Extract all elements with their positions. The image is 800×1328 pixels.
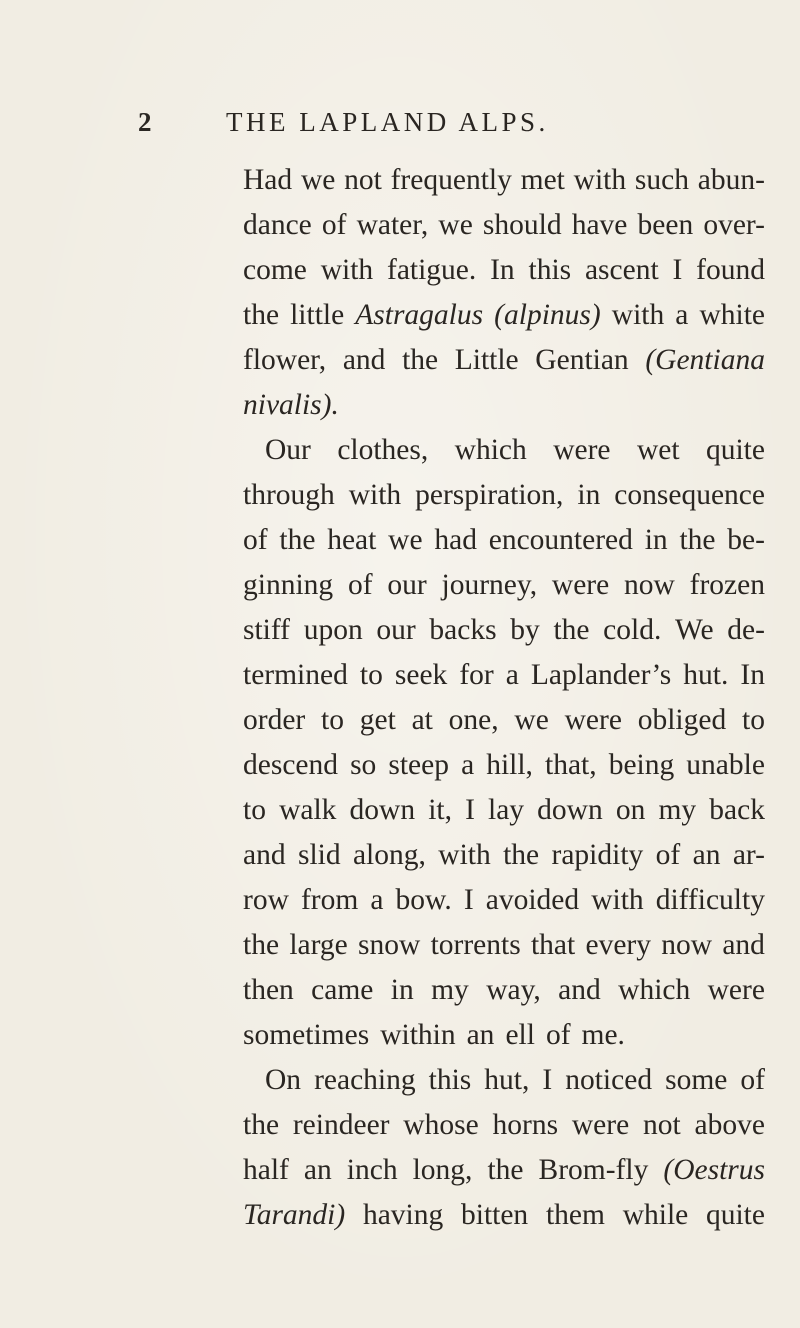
word: our	[387, 569, 427, 601]
word: down	[349, 794, 416, 826]
word: de-	[727, 614, 765, 646]
word: the	[243, 929, 280, 961]
word: steep	[388, 749, 449, 781]
word: the	[553, 614, 590, 646]
word: that,	[545, 749, 597, 781]
word: in	[390, 974, 414, 1006]
word: In	[490, 254, 515, 286]
word: being	[608, 749, 675, 781]
word: difficulty	[655, 884, 765, 916]
word: an	[466, 1019, 495, 1051]
word: some	[665, 1064, 728, 1096]
word: been	[637, 209, 694, 241]
text-line	[243, 1103, 765, 1148]
word: to	[359, 659, 383, 691]
running-head	[0, 102, 800, 142]
word: ascent	[584, 254, 659, 286]
word: in	[577, 479, 601, 511]
word: row	[243, 884, 289, 916]
word: sometimes	[243, 1019, 370, 1051]
word: Little	[454, 344, 519, 376]
word: and	[722, 929, 765, 961]
word: then	[243, 974, 294, 1006]
word: were	[564, 704, 622, 736]
word: large	[289, 929, 348, 961]
word: snow	[358, 929, 421, 961]
word: were	[571, 1109, 630, 1141]
text-line	[243, 833, 765, 878]
word: over-	[703, 209, 765, 241]
word: frozen	[689, 569, 765, 601]
italic-word: (Oestrus	[663, 1154, 765, 1186]
word: clothes,	[337, 434, 429, 466]
word: inch	[346, 1154, 398, 1186]
word: a	[461, 749, 475, 781]
italic-word: Tarandi)	[243, 1199, 346, 1231]
word: and	[342, 344, 386, 376]
word: horns	[492, 1109, 559, 1141]
word: by	[510, 614, 540, 646]
word: walk	[279, 794, 337, 826]
word: of	[655, 839, 681, 871]
word: On	[265, 1064, 302, 1096]
word: torrents	[430, 929, 521, 961]
text-line	[243, 698, 765, 743]
word: consequence	[614, 479, 765, 511]
text-line	[243, 1058, 765, 1103]
word: be-	[727, 524, 765, 556]
word: stiff	[243, 614, 290, 646]
word: whose	[403, 1109, 479, 1141]
word: an	[303, 1154, 332, 1186]
word: to	[742, 704, 765, 736]
word: Laplander’s	[530, 659, 672, 691]
text-line	[243, 518, 765, 563]
word: of	[243, 524, 268, 556]
word: from	[300, 884, 359, 916]
text-line	[243, 878, 765, 923]
word: encountered	[488, 524, 633, 556]
word: the	[487, 1154, 524, 1186]
word: lay	[488, 794, 525, 826]
word: which	[618, 974, 691, 1006]
word: through	[243, 479, 335, 511]
word: had	[434, 524, 477, 556]
word: bitten	[461, 1199, 529, 1231]
word: water,	[356, 209, 429, 241]
word: met	[520, 164, 565, 196]
word: slid	[297, 839, 341, 871]
word: down	[537, 794, 603, 826]
word: get	[359, 704, 396, 736]
word: quite	[705, 434, 765, 466]
word: for	[459, 659, 494, 691]
text-line	[243, 1193, 765, 1238]
text-line	[243, 248, 765, 293]
word: now	[661, 929, 713, 961]
word: and	[243, 839, 286, 871]
word: were	[553, 434, 611, 466]
word: fatigue.	[387, 254, 477, 286]
word: reaching	[314, 1064, 416, 1096]
running-head-title: THE LAPLAND ALPS.	[226, 107, 549, 137]
word: bow.	[395, 884, 452, 916]
text-line	[243, 383, 765, 428]
word: backs	[429, 614, 497, 646]
word: them	[545, 1199, 605, 1231]
word: of	[347, 569, 373, 601]
page-number: 2	[138, 107, 152, 137]
word: In	[740, 659, 765, 691]
word: on	[615, 794, 646, 826]
word: with	[591, 884, 644, 916]
word: We	[675, 614, 714, 646]
word: not	[643, 1109, 681, 1141]
word: upon	[303, 614, 363, 646]
word: of	[545, 1019, 571, 1051]
word: abun-	[697, 164, 765, 196]
word: were	[707, 974, 765, 1006]
word: with	[320, 254, 374, 286]
word: this	[528, 254, 572, 286]
text-line	[243, 1148, 765, 1193]
text-line	[243, 158, 765, 203]
word: should	[482, 209, 562, 241]
word: wet	[636, 434, 680, 466]
word: along,	[352, 839, 426, 871]
text-line	[243, 608, 765, 653]
word: so	[350, 749, 377, 781]
word: the	[243, 1109, 280, 1141]
italic-word: nivalis).	[243, 389, 339, 421]
text-line	[243, 473, 765, 518]
word: with	[611, 299, 665, 331]
word: long,	[412, 1154, 473, 1186]
word: journey,	[441, 569, 538, 601]
word: such	[634, 164, 689, 196]
word: avoided	[485, 884, 580, 916]
word: ginning	[243, 569, 334, 601]
word: the	[279, 524, 316, 556]
word: hut,	[484, 1064, 530, 1096]
word: of	[321, 209, 347, 241]
text-line	[243, 338, 765, 383]
word: flower,	[243, 344, 327, 376]
word: frequently	[390, 164, 512, 196]
word: within	[380, 1019, 456, 1051]
word: cold.	[603, 614, 662, 646]
word: Had	[243, 164, 293, 196]
word: with	[348, 479, 402, 511]
word: reindeer	[292, 1109, 390, 1141]
word: that	[530, 929, 576, 961]
word: a	[505, 659, 519, 691]
italic-word: (alpinus)	[494, 299, 601, 331]
word: I	[463, 884, 474, 916]
word: heat	[327, 524, 377, 556]
word: me.	[581, 1019, 625, 1051]
word: quite	[705, 1199, 765, 1231]
word: noticed	[565, 1064, 653, 1096]
word: with	[438, 839, 491, 871]
word: a	[370, 884, 384, 916]
word: my	[658, 794, 697, 826]
text-line	[243, 428, 765, 473]
word: Our	[265, 434, 311, 466]
word: seek	[394, 659, 448, 691]
text-line	[243, 293, 765, 338]
word: were	[551, 569, 610, 601]
word: it,	[428, 794, 452, 826]
word: which	[454, 434, 527, 466]
word: hut.	[683, 659, 729, 691]
word: one,	[448, 704, 499, 736]
word: a	[675, 299, 689, 331]
word: we	[388, 524, 423, 556]
text-line	[243, 923, 765, 968]
word: and	[558, 974, 601, 1006]
word: back	[709, 794, 765, 826]
word: this	[428, 1064, 472, 1096]
text-line	[243, 563, 765, 608]
word: Gentian	[535, 344, 629, 376]
word: to	[243, 794, 266, 826]
word: came	[311, 974, 374, 1006]
word: termined	[243, 659, 348, 691]
word: dance	[243, 209, 312, 241]
word: having	[362, 1199, 444, 1231]
word: descend	[243, 749, 339, 781]
word: come	[243, 254, 307, 286]
word: Brom-fly	[538, 1154, 649, 1186]
word: the	[402, 344, 439, 376]
word: the	[503, 839, 540, 871]
word: every	[585, 929, 651, 961]
word: rapidity	[551, 839, 644, 871]
word: white	[699, 299, 765, 331]
word: hill,	[486, 749, 533, 781]
word: of	[740, 1064, 765, 1096]
word: an	[692, 839, 721, 871]
word: ar-	[732, 839, 765, 871]
word: found	[696, 254, 765, 286]
word: in	[644, 524, 668, 556]
text-line	[243, 203, 765, 248]
word: we	[300, 164, 336, 196]
word: ell	[505, 1019, 535, 1051]
word: we	[438, 209, 473, 241]
word: now	[624, 569, 675, 601]
word: our	[376, 614, 416, 646]
text-line	[243, 1013, 765, 1058]
word: the	[243, 299, 280, 331]
word: half	[243, 1154, 289, 1186]
word: unable	[686, 749, 765, 781]
text-line	[243, 653, 765, 698]
word: order	[243, 704, 306, 736]
text-line	[243, 968, 765, 1013]
word: while	[622, 1199, 689, 1231]
word: have	[571, 209, 628, 241]
word: I	[672, 254, 683, 286]
word: above	[694, 1109, 765, 1141]
text-line	[243, 743, 765, 788]
word: I	[465, 794, 475, 826]
word: with	[573, 164, 627, 196]
word: way,	[486, 974, 541, 1006]
word: obliged	[637, 704, 727, 736]
word: perspiration,	[415, 479, 564, 511]
italic-word: Astragalus	[355, 299, 484, 331]
word: at	[411, 704, 433, 736]
word: the	[679, 524, 716, 556]
italic-word: (Gentiana	[645, 344, 765, 376]
body-text	[243, 158, 765, 1238]
word: little	[290, 299, 345, 331]
word: I	[542, 1064, 553, 1096]
word: my	[431, 974, 469, 1006]
word: not	[344, 164, 382, 196]
word: to	[321, 704, 344, 736]
text-line	[243, 788, 765, 833]
word: we	[514, 704, 549, 736]
